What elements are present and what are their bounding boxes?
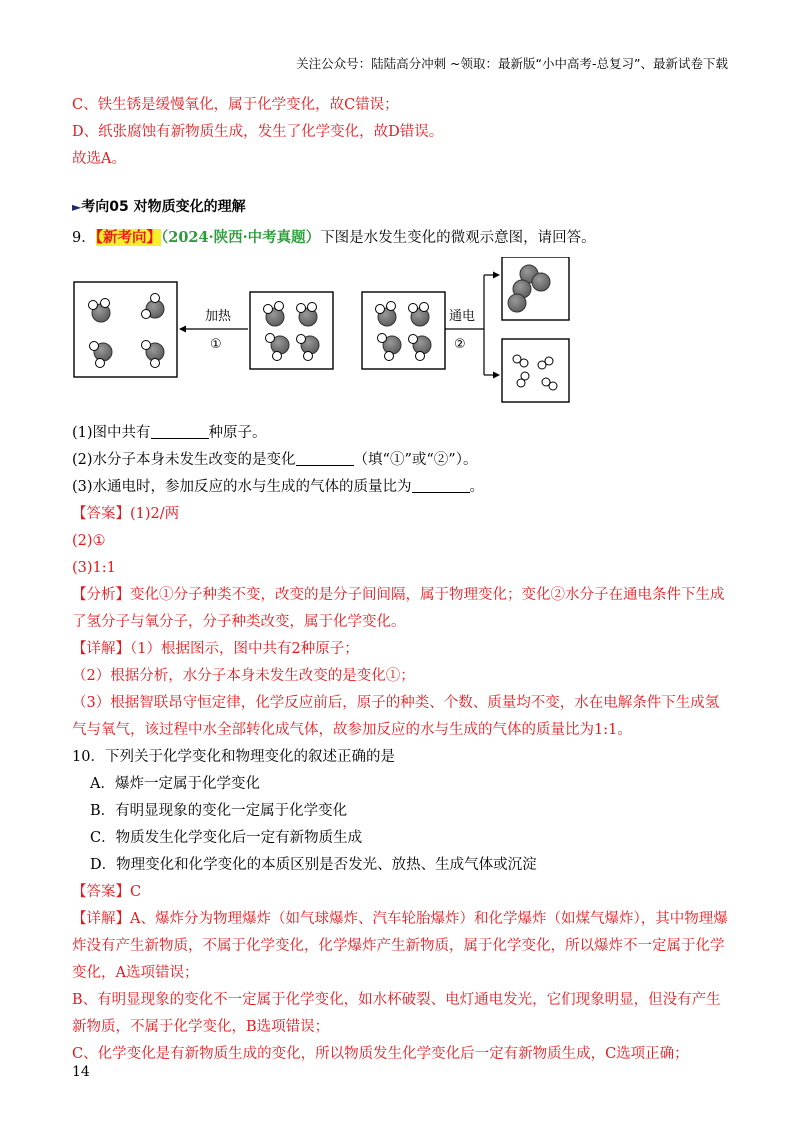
answer-line: 【答案】C <box>72 884 142 900</box>
option-a: A．爆炸一定属于化学变化 <box>90 776 260 792</box>
detail-paragraph: B、有明显现象的变化不一定属于化学变化，如水杯破裂、电灯通电发光，它们现象明显，但没有产生新物质，不属于化学变化，B选项错误； <box>72 992 721 1035</box>
answer-line: 【答案】(1)2/两 <box>72 506 180 522</box>
water-box-before-electrolysis <box>362 292 445 369</box>
option-c: C．物质发生化学变化后一定有新物质生成 <box>90 830 363 846</box>
sub-question-text: (1)图中共有 <box>72 425 151 441</box>
question-9-sub-2 <box>72 447 728 474</box>
arrow-head-icon <box>493 372 500 379</box>
page-number: 14 <box>72 1064 90 1080</box>
question-9-sub-3 <box>72 474 728 501</box>
question-9-sub-1 <box>72 420 728 447</box>
detail-paragraph: C、化学变化是有新物质生成的变化，所以物质发生化学变化后一定有新物质生成，C选项正确； <box>72 1046 689 1062</box>
heating-label: 加热 <box>205 309 232 324</box>
sub-question-text: (2)水分子本身未发生改变的是变化 <box>72 452 296 468</box>
molecule-diagram-svg <box>72 257 728 417</box>
section-heading <box>72 194 728 221</box>
answer-line-c: C、铁生锈是缓慢氧化，属于化学变化，故C错误； <box>72 97 399 113</box>
arrow-head-icon <box>179 326 186 333</box>
detail-paragraph: 【详解】A、爆炸分为物理爆炸（如气球爆炸、汽车轮胎爆炸）和化学爆炸（如煤气爆炸），其中物理爆炸没有产生新物质，不属于化学变化，化学爆炸产生新物质，属于化学变化，所以爆炸不一定属于化学变化，A选项错误； <box>72 911 728 981</box>
section-title: 考向05 对物质变化的理解 <box>81 199 246 215</box>
question-source: （2024·陕西·中考真题） <box>160 229 321 246</box>
detail-line: （2）根据分析，水分子本身未发生改变的是变化①； <box>72 668 415 684</box>
water-vapor-box <box>74 282 177 377</box>
sub-question-text: 种原子。 <box>208 425 267 441</box>
sub-question-text: （填“①”或“②”）。 <box>353 452 478 468</box>
electrolysis-number: ② <box>454 337 466 352</box>
answer-line-d: D、纸张腐蚀有新物质生成，发生了化学变化，故D错误。 <box>72 124 444 140</box>
analysis-paragraph: 【分析】变化①分子种类不变，改变的是分子间间隔，属于物理变化；变化②水分子在通电条件下生成了氢分子与氧分子，分子种类改变，属于化学变化。 <box>72 587 725 630</box>
water-change-diagram <box>72 257 728 417</box>
answer-blank <box>412 477 470 493</box>
page-content <box>72 92 728 1068</box>
answer-blank <box>151 423 209 439</box>
question-10-stem: 10．下列关于化学变化和物理变化的叙述正确的是 <box>72 749 395 765</box>
page-header: 关注公众号：陆陆高分冲刺 ~领取：最新版“小中高考-总复习”、最新试卷下载 <box>296 56 728 71</box>
detail-line: （3）根据智联昂守恒定律，化学反应前后，原子的种类、个数、质量均不变，水在电解条件下生成氢气与氧气，该过程中水全部转化成气体，故参加反应的水与生成的气体的质量比为1:1。 <box>72 695 720 738</box>
answer-line: (2)① <box>72 533 106 549</box>
answer-conclusion: 故选A。 <box>72 151 126 167</box>
question-stem: 下图是水发生变化的微观示意图，请回答。 <box>320 230 596 246</box>
electrolysis-label: 通电 <box>449 309 476 324</box>
heating-number: ① <box>210 337 222 352</box>
new-tag: 【新考向】 <box>95 229 161 246</box>
sub-question-text: (3)水通电时，参加反应的水与生成的气体的质量比为 <box>72 479 412 495</box>
hydrogen-box <box>502 339 569 402</box>
option-b: B．有明显现象的变化一定属于化学变化 <box>90 803 348 819</box>
option-d: D．物理变化和化学变化的本质区别是否发光、放热、生成气体或沉淀 <box>90 857 537 873</box>
answer-blank <box>296 450 354 466</box>
question-number: 9． <box>72 230 96 246</box>
liquid-water-box <box>250 292 333 369</box>
sub-question-text: 。 <box>469 479 485 495</box>
detail-line: 【详解】（1）根据图示，图中共有2种原子； <box>72 641 359 657</box>
answer-line: (3)1:1 <box>72 560 116 576</box>
question-9-stem <box>72 224 728 252</box>
arrow-head-icon <box>493 272 500 279</box>
triangle-arrow-icon: ► <box>72 200 82 214</box>
